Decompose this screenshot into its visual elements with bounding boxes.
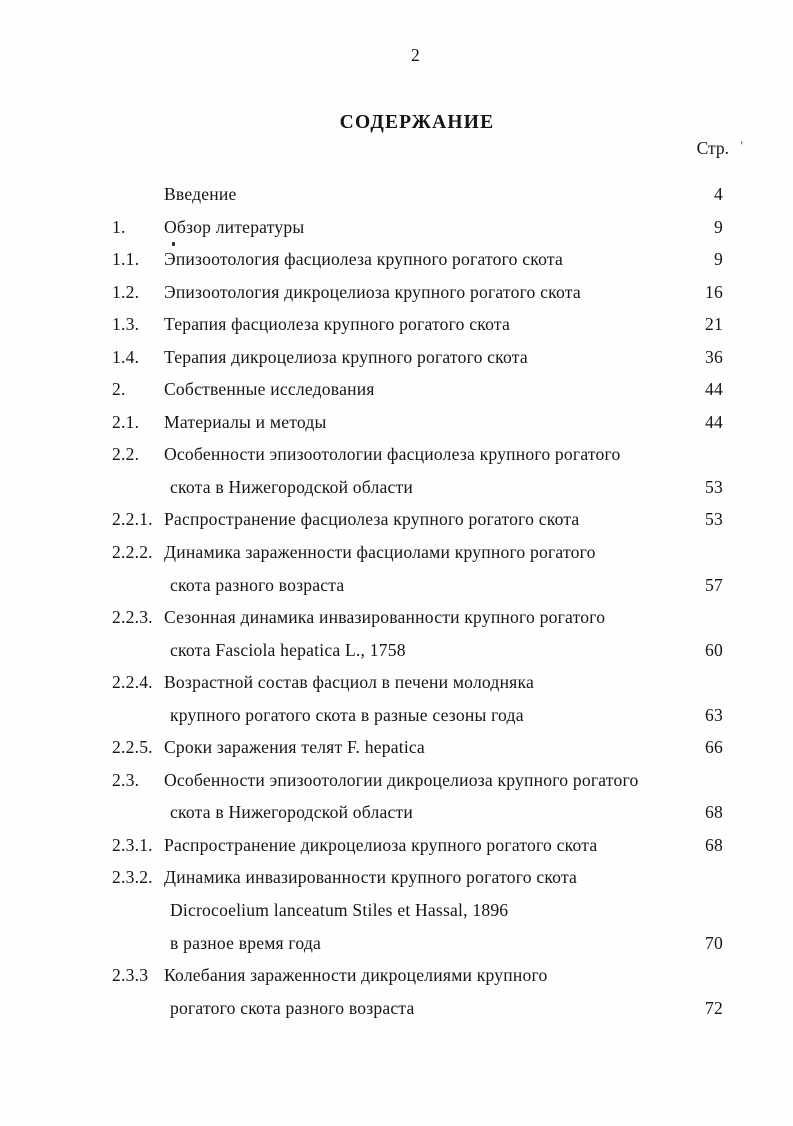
toc-line — [112, 607, 723, 640]
toc-line — [112, 282, 723, 315]
toc-entry-page: 53 — [705, 509, 723, 530]
toc-entry-text: Dicrocoelium lanceatum Stiles et Hassal, 1896 — [170, 900, 509, 921]
toc-entry-text: Особенности эпизоотологии фасциолеза крупного рогатого — [164, 444, 621, 465]
toc-entry-text: Терапия дикроцелиоза крупного рогатого скота — [164, 346, 528, 367]
toc-entry-page: 44 — [705, 379, 723, 400]
toc-entry-number: 1.4. — [112, 346, 140, 367]
toc-line — [112, 998, 723, 1031]
page-column-header: Стр. — [696, 138, 729, 158]
toc-entry-page: 21 — [705, 314, 723, 335]
toc-entry-number: 1.1. — [112, 249, 140, 270]
toc-entry-page: 36 — [705, 346, 723, 367]
toc-entry-page: 57 — [705, 574, 723, 595]
page-title: СОДЕРЖАНИЕ — [339, 112, 495, 133]
toc-entry-text: Распространение фасциолеза крупного рогатого скота — [164, 509, 580, 530]
toc-entry-text: Введение — [164, 184, 237, 204]
toc-entry-text: Сроки заражения телят F. hepatica — [164, 737, 425, 758]
toc-entry-number: 2.2.1. — [112, 509, 153, 530]
toc-entry-number: 2.3.1. — [112, 834, 153, 855]
toc-entry-page: 16 — [705, 281, 723, 302]
toc-entry-text: скота Fasciola hepatica L., 1758 — [170, 639, 406, 660]
toc-entry-number: 2.2.4. — [112, 672, 153, 693]
toc-entry-number: 2. — [112, 379, 126, 400]
toc-entry-page: 68 — [705, 834, 723, 855]
toc-entry-number: 2.2.2. — [112, 542, 153, 563]
toc-entry-page: 63 — [705, 704, 723, 725]
toc-entry-text: Распространение дикроцелиоза крупного рогатого скота — [164, 834, 598, 855]
toc-entry-number: 2.2. — [112, 444, 140, 465]
toc-entry-number: 2.3. — [112, 769, 140, 790]
toc-entry-text: Терапия фасциолеза крупного рогатого скота — [164, 314, 510, 335]
toc-line — [112, 379, 723, 412]
toc-entry-text: Возрастной состав фасциол в печени молодняка — [164, 672, 534, 693]
toc-line — [112, 705, 723, 738]
toc-line — [112, 542, 723, 575]
toc-entry-text: Обзор литературы — [164, 216, 305, 237]
scan-artifact-tick: ' — [740, 138, 743, 153]
toc-line — [112, 835, 723, 868]
toc-line — [112, 900, 723, 933]
page-number: 2 — [410, 45, 421, 65]
toc-entry-number: 1. — [112, 216, 126, 237]
toc-line — [112, 802, 723, 835]
toc-entry-text: рогатого скота разного возраста — [170, 997, 415, 1018]
toc-line — [112, 640, 723, 673]
table-of-contents — [112, 184, 723, 1030]
toc-entry-page: 66 — [705, 737, 723, 758]
toc-entry-text: Колебания зараженности дикроцелиями крупного — [164, 965, 548, 986]
toc-line — [112, 933, 723, 966]
toc-entry-page: 53 — [705, 476, 723, 497]
toc-entry-page: 72 — [705, 997, 723, 1018]
toc-entry-page: 4 — [714, 184, 723, 204]
toc-entry-page: 9 — [714, 216, 723, 237]
toc-line — [112, 217, 723, 250]
toc-entry-number: 1.3. — [112, 314, 140, 335]
toc-entry-number: 1.2. — [112, 281, 140, 302]
toc-entry-text: Сезонная динамика инвазированности крупного рогатого — [164, 607, 606, 628]
toc-line — [112, 965, 723, 998]
toc-entry-number: 2.3.2. — [112, 867, 153, 888]
toc-entry-text: Эпизоотология дикроцелиоза крупного рогатого скота — [164, 281, 581, 302]
toc-entry-number: 2.3.3 — [112, 965, 149, 986]
toc-entry-text: Особенности эпизоотологии дикроцелиоза крупного рогатого — [164, 769, 639, 790]
toc-entry-text: в разное время года — [170, 932, 322, 953]
toc-entry-text: Динамика зараженности фасциолами крупного рогатого — [164, 542, 596, 563]
toc-line — [112, 477, 723, 510]
toc-entry-page: 9 — [714, 249, 723, 270]
toc-line — [112, 444, 723, 477]
toc-line — [112, 575, 723, 608]
toc-entry-text: скота в Нижегородской области — [170, 476, 413, 497]
toc-line — [112, 770, 723, 803]
toc-entry-number: 2.2.5. — [112, 737, 153, 758]
toc-entry-number: 2.2.3. — [112, 607, 153, 628]
toc-line — [112, 412, 723, 445]
toc-entry-text: Собственные исследования — [164, 379, 375, 400]
toc-entry-text: Эпизоотология фасциолеза крупного рогатого скота — [164, 249, 563, 270]
toc-entry-number: 2.1. — [112, 411, 140, 432]
toc-entry-page: 44 — [705, 411, 723, 432]
toc-line — [112, 314, 723, 347]
toc-entry-page: 68 — [705, 802, 723, 823]
toc-entry-text: крупного рогатого скота в разные сезоны года — [170, 704, 524, 725]
toc-entry-page: 60 — [705, 639, 723, 660]
toc-entry-page: 70 — [705, 932, 723, 953]
toc-line — [112, 672, 723, 705]
toc-entry-text: скота разного возраста — [170, 574, 345, 595]
toc-entry-text: скота в Нижегородской области — [170, 802, 413, 823]
toc-line — [112, 347, 723, 380]
toc-line — [112, 737, 723, 770]
toc-line — [112, 249, 723, 282]
toc-line — [112, 867, 723, 900]
toc-line — [112, 184, 723, 217]
toc-entry-text: Динамика инвазированности крупного рогатого скота — [164, 867, 578, 888]
toc-line — [112, 509, 723, 542]
toc-entry-text: Материалы и методы — [164, 411, 327, 432]
